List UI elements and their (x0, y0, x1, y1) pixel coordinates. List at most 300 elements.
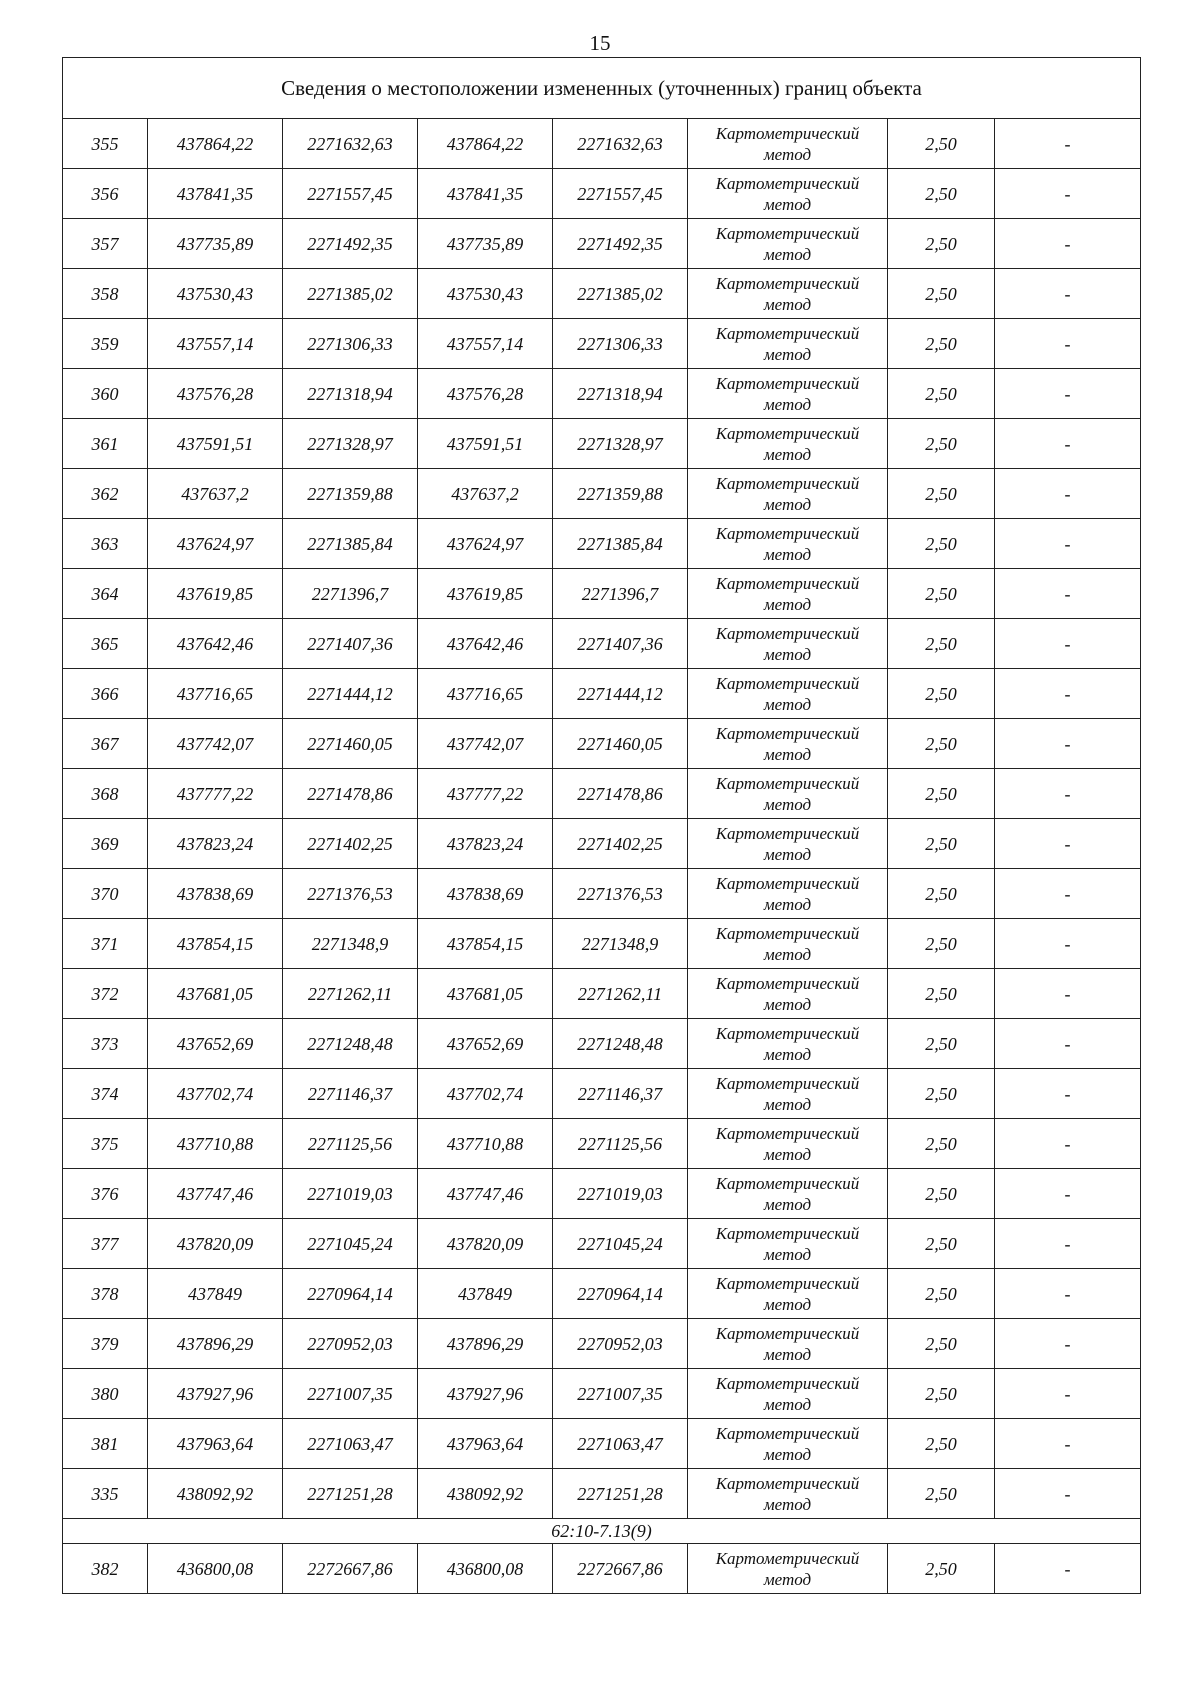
boundary-coordinates-table (62, 57, 1141, 1594)
cell-accuracy: 2,50 (888, 1544, 995, 1594)
cell-point-number: 379 (63, 1319, 148, 1369)
cell-y-after: 2271328,97 (553, 419, 688, 469)
cell-x-before: 437557,14 (148, 319, 283, 369)
cell-description: - (995, 519, 1141, 569)
method-line-2: метод (763, 1569, 812, 1589)
cell-x-before: 437619,85 (148, 569, 283, 619)
cell-x-before: 437530,43 (148, 269, 283, 319)
cell-description: - (995, 1469, 1141, 1519)
method-line-2: метод (763, 994, 812, 1014)
cell-description: - (995, 1169, 1141, 1219)
cell-accuracy: 2,50 (888, 869, 995, 919)
method-line-2: метод (763, 244, 812, 264)
table-body (63, 58, 1141, 1594)
cell-point-number: 335 (63, 1469, 148, 1519)
method-line-1: Картометрический (715, 1423, 860, 1443)
cell-y-before: 2271262,11 (283, 969, 418, 1019)
section-row (63, 1519, 1141, 1544)
cell-description: - (995, 1369, 1141, 1419)
cell-y-before: 2271248,48 (283, 1019, 418, 1069)
cell-x-after: 437652,69 (418, 1019, 553, 1069)
cell-y-before: 2270952,03 (283, 1319, 418, 1369)
cell-accuracy: 2,50 (888, 1069, 995, 1119)
cell-y-before: 2271328,97 (283, 419, 418, 469)
table-row (63, 1119, 1141, 1169)
cell-method (688, 1544, 888, 1594)
table-row (63, 919, 1141, 969)
cell-description: - (995, 469, 1141, 519)
cell-accuracy: 2,50 (888, 1019, 995, 1069)
method-line-2: метод (763, 744, 812, 764)
method-line-2: метод (763, 944, 812, 964)
cell-description: - (995, 569, 1141, 619)
table-title: Сведения о местоположении измененных (уточненных) границ объекта (63, 58, 1141, 119)
cell-y-before: 2271318,94 (283, 369, 418, 419)
cell-y-after: 2271385,02 (553, 269, 688, 319)
cell-description: - (995, 869, 1141, 919)
cell-y-after: 2271402,25 (553, 819, 688, 869)
cell-description: - (995, 619, 1141, 669)
cell-accuracy: 2,50 (888, 819, 995, 869)
table-row (63, 419, 1141, 469)
method-line-2: метод (763, 144, 812, 164)
table-row (63, 819, 1141, 869)
table-row (63, 669, 1141, 719)
cell-x-before: 437742,07 (148, 719, 283, 769)
table-row (63, 769, 1141, 819)
cell-accuracy: 2,50 (888, 719, 995, 769)
method-line-2: метод (763, 544, 812, 564)
method-line-2: метод (763, 1444, 812, 1464)
cell-y-after: 2271262,11 (553, 969, 688, 1019)
cell-point-number: 372 (63, 969, 148, 1019)
cell-accuracy: 2,50 (888, 969, 995, 1019)
cell-point-number: 358 (63, 269, 148, 319)
cell-x-before: 437642,46 (148, 619, 283, 669)
cell-x-after: 437624,97 (418, 519, 553, 569)
cell-accuracy: 2,50 (888, 669, 995, 719)
cell-point-number: 359 (63, 319, 148, 369)
cell-y-before: 2271385,84 (283, 519, 418, 569)
cell-point-number: 360 (63, 369, 148, 419)
method-line-1: Картометрический (715, 1373, 860, 1393)
cell-x-after: 437681,05 (418, 969, 553, 1019)
cell-accuracy: 2,50 (888, 1419, 995, 1469)
method-line-1: Картометрический (715, 373, 860, 393)
method-line-1: Картометрический (715, 1123, 860, 1143)
cell-y-before: 2271407,36 (283, 619, 418, 669)
cell-y-after: 2271376,53 (553, 869, 688, 919)
cell-y-before: 2271359,88 (283, 469, 418, 519)
cell-y-before: 2271045,24 (283, 1219, 418, 1269)
cell-accuracy: 2,50 (888, 769, 995, 819)
table-row (63, 569, 1141, 619)
cell-x-after: 437896,29 (418, 1319, 553, 1369)
cell-y-after: 2271251,28 (553, 1469, 688, 1519)
cell-x-before: 437838,69 (148, 869, 283, 919)
cell-x-before: 437854,15 (148, 919, 283, 969)
cell-method (688, 419, 888, 469)
cell-accuracy: 2,50 (888, 1269, 995, 1319)
cell-description: - (995, 1019, 1141, 1069)
cell-method (688, 369, 888, 419)
method-line-2: метод (763, 494, 812, 514)
cell-accuracy: 2,50 (888, 319, 995, 369)
cell-accuracy: 2,50 (888, 1469, 995, 1519)
cell-method (688, 1469, 888, 1519)
cell-x-before: 437652,69 (148, 1019, 283, 1069)
cell-point-number: 378 (63, 1269, 148, 1319)
cell-description: - (995, 1544, 1141, 1594)
method-line-2: метод (763, 1294, 812, 1314)
cell-x-before: 437747,46 (148, 1169, 283, 1219)
cell-accuracy: 2,50 (888, 369, 995, 419)
cell-y-before: 2271396,7 (283, 569, 418, 619)
cell-y-after: 2271396,7 (553, 569, 688, 619)
method-line-1: Картометрический (715, 423, 860, 443)
method-line-1: Картометрический (715, 873, 860, 893)
section-label: 62:10-7.13(9) (63, 1519, 1141, 1544)
cell-x-after: 437716,65 (418, 669, 553, 719)
cell-x-after: 437927,96 (418, 1369, 553, 1419)
table-row (63, 1019, 1141, 1069)
cell-x-after: 437823,24 (418, 819, 553, 869)
cell-accuracy: 2,50 (888, 119, 995, 169)
method-line-1: Картометрический (715, 1273, 860, 1293)
cell-method (688, 319, 888, 369)
cell-x-before: 437849 (148, 1269, 283, 1319)
cell-description: - (995, 419, 1141, 469)
cell-method (688, 1219, 888, 1269)
cell-accuracy: 2,50 (888, 569, 995, 619)
cell-y-before: 2271444,12 (283, 669, 418, 719)
cell-accuracy: 2,50 (888, 1219, 995, 1269)
cell-point-number: 377 (63, 1219, 148, 1269)
cell-accuracy: 2,50 (888, 419, 995, 469)
cell-description: - (995, 819, 1141, 869)
cell-method (688, 869, 888, 919)
cell-point-number: 380 (63, 1369, 148, 1419)
method-line-2: метод (763, 844, 812, 864)
cell-y-after: 2271348,9 (553, 919, 688, 969)
cell-description: - (995, 1419, 1141, 1469)
cell-point-number: 364 (63, 569, 148, 619)
cell-method (688, 719, 888, 769)
cell-y-after: 2271063,47 (553, 1419, 688, 1469)
cell-x-after: 437702,74 (418, 1069, 553, 1119)
cell-x-after: 437963,64 (418, 1419, 553, 1469)
cell-x-before: 437864,22 (148, 119, 283, 169)
cell-y-before: 2271385,02 (283, 269, 418, 319)
cell-x-after: 437530,43 (418, 269, 553, 319)
method-line-1: Картометрический (715, 1548, 860, 1568)
cell-y-before: 2271478,86 (283, 769, 418, 819)
method-line-2: метод (763, 394, 812, 414)
cell-method (688, 669, 888, 719)
cell-method (688, 269, 888, 319)
method-line-1: Картометрический (715, 623, 860, 643)
cell-x-after: 437820,09 (418, 1219, 553, 1269)
cell-point-number: 368 (63, 769, 148, 819)
cell-description: - (995, 169, 1141, 219)
cell-accuracy: 2,50 (888, 169, 995, 219)
cell-method (688, 169, 888, 219)
cell-y-before: 2271019,03 (283, 1169, 418, 1219)
method-line-1: Картометрический (715, 823, 860, 843)
cell-x-before: 437576,28 (148, 369, 283, 419)
cell-point-number: 356 (63, 169, 148, 219)
method-line-2: метод (763, 1144, 812, 1164)
cell-y-after: 2272667,86 (553, 1544, 688, 1594)
cell-x-after: 437864,22 (418, 119, 553, 169)
method-line-1: Картометрический (715, 923, 860, 943)
cell-x-before: 437735,89 (148, 219, 283, 269)
cell-description: - (995, 369, 1141, 419)
cell-y-after: 2271385,84 (553, 519, 688, 569)
cell-accuracy: 2,50 (888, 1369, 995, 1419)
method-line-2: метод (763, 1394, 812, 1414)
cell-accuracy: 2,50 (888, 219, 995, 269)
cell-y-before: 2271348,9 (283, 919, 418, 969)
method-line-2: метод (763, 594, 812, 614)
cell-y-before: 2272667,86 (283, 1544, 418, 1594)
cell-method (688, 1419, 888, 1469)
cell-x-before: 437841,35 (148, 169, 283, 219)
cell-method (688, 769, 888, 819)
cell-method (688, 569, 888, 619)
cell-point-number: 361 (63, 419, 148, 469)
cell-y-after: 2271359,88 (553, 469, 688, 519)
method-line-2: метод (763, 344, 812, 364)
method-line-1: Картометрический (715, 223, 860, 243)
method-line-2: метод (763, 894, 812, 914)
method-line-1: Картометрический (715, 1473, 860, 1493)
cell-y-after: 2271306,33 (553, 319, 688, 369)
cell-description: - (995, 269, 1141, 319)
cell-method (688, 1069, 888, 1119)
cell-y-before: 2271402,25 (283, 819, 418, 869)
cell-method (688, 1169, 888, 1219)
cell-y-after: 2270964,14 (553, 1269, 688, 1319)
cell-x-before: 437823,24 (148, 819, 283, 869)
cell-accuracy: 2,50 (888, 269, 995, 319)
cell-x-before: 436800,08 (148, 1544, 283, 1594)
cell-description: - (995, 919, 1141, 969)
table-row (63, 1219, 1141, 1269)
method-line-1: Картометрический (715, 523, 860, 543)
cell-point-number: 367 (63, 719, 148, 769)
cell-description: - (995, 769, 1141, 819)
table-row (63, 1319, 1141, 1369)
cell-x-after: 437637,2 (418, 469, 553, 519)
cell-y-before: 2270964,14 (283, 1269, 418, 1319)
cell-y-after: 2271045,24 (553, 1219, 688, 1269)
method-line-2: метод (763, 1494, 812, 1514)
cell-y-before: 2271063,47 (283, 1419, 418, 1469)
cell-x-after: 437747,46 (418, 1169, 553, 1219)
cell-y-after: 2271444,12 (553, 669, 688, 719)
cell-point-number: 370 (63, 869, 148, 919)
cell-point-number: 365 (63, 619, 148, 669)
cell-method (688, 1019, 888, 1069)
cell-description: - (995, 1119, 1141, 1169)
cell-x-before: 437927,96 (148, 1369, 283, 1419)
cell-method (688, 919, 888, 969)
table-row (63, 269, 1141, 319)
cell-description: - (995, 319, 1141, 369)
table-row (63, 1419, 1141, 1469)
cell-x-before: 437896,29 (148, 1319, 283, 1369)
cell-accuracy: 2,50 (888, 1169, 995, 1219)
cell-y-after: 2271407,36 (553, 619, 688, 669)
cell-y-after: 2271557,45 (553, 169, 688, 219)
cell-y-before: 2271306,33 (283, 319, 418, 369)
cell-x-after: 436800,08 (418, 1544, 553, 1594)
cell-description: - (995, 669, 1141, 719)
cell-method (688, 469, 888, 519)
method-line-1: Картометрический (715, 1323, 860, 1343)
method-line-1: Картометрический (715, 573, 860, 593)
cell-x-after: 437849 (418, 1269, 553, 1319)
table-row (63, 969, 1141, 1019)
cell-y-after: 2271019,03 (553, 1169, 688, 1219)
cell-x-after: 437576,28 (418, 369, 553, 419)
cell-point-number: 371 (63, 919, 148, 969)
table-row (63, 319, 1141, 369)
cell-point-number: 375 (63, 1119, 148, 1169)
cell-x-before: 437624,97 (148, 519, 283, 569)
cell-description: - (995, 219, 1141, 269)
cell-x-after: 437838,69 (418, 869, 553, 919)
method-line-1: Картометрический (715, 273, 860, 293)
cell-y-before: 2271146,37 (283, 1069, 418, 1119)
method-line-1: Картометрический (715, 673, 860, 693)
cell-description: - (995, 119, 1141, 169)
table-row (63, 1169, 1141, 1219)
cell-x-before: 437820,09 (148, 1219, 283, 1269)
cell-x-before: 437777,22 (148, 769, 283, 819)
cell-x-after: 437841,35 (418, 169, 553, 219)
cell-y-after: 2271125,56 (553, 1119, 688, 1169)
table-row (63, 169, 1141, 219)
cell-point-number: 374 (63, 1069, 148, 1119)
cell-x-before: 437963,64 (148, 1419, 283, 1469)
cell-accuracy: 2,50 (888, 1119, 995, 1169)
method-line-1: Картометрический (715, 973, 860, 993)
cell-y-before: 2271632,63 (283, 119, 418, 169)
method-line-1: Картометрический (715, 1173, 860, 1193)
cell-x-after: 437710,88 (418, 1119, 553, 1169)
cell-y-before: 2271492,35 (283, 219, 418, 269)
method-line-2: метод (763, 644, 812, 664)
table-row (63, 1369, 1141, 1419)
cell-y-after: 2271248,48 (553, 1019, 688, 1069)
cell-y-after: 2271318,94 (553, 369, 688, 419)
cell-method (688, 1269, 888, 1319)
cell-description: - (995, 1319, 1141, 1369)
cell-method (688, 619, 888, 669)
method-line-2: метод (763, 444, 812, 464)
method-line-2: метод (763, 1044, 812, 1064)
method-line-1: Картометрический (715, 323, 860, 343)
cell-method (688, 1119, 888, 1169)
table-row (63, 519, 1141, 569)
method-line-1: Картометрический (715, 773, 860, 793)
table-row (63, 1544, 1141, 1594)
cell-x-after: 437642,46 (418, 619, 553, 669)
cell-y-after: 2271007,35 (553, 1369, 688, 1419)
cell-x-after: 438092,92 (418, 1469, 553, 1519)
table-row (63, 1469, 1141, 1519)
method-line-2: метод (763, 1344, 812, 1364)
cell-description: - (995, 719, 1141, 769)
cell-y-before: 2271460,05 (283, 719, 418, 769)
cell-x-after: 437777,22 (418, 769, 553, 819)
cell-point-number: 357 (63, 219, 148, 269)
cell-x-before: 437637,2 (148, 469, 283, 519)
cell-method (688, 969, 888, 1019)
cell-point-number: 373 (63, 1019, 148, 1069)
cell-point-number: 363 (63, 519, 148, 569)
cell-y-after: 2271632,63 (553, 119, 688, 169)
cell-x-after: 437735,89 (418, 219, 553, 269)
method-line-2: метод (763, 694, 812, 714)
cell-y-before: 2271376,53 (283, 869, 418, 919)
cell-x-after: 437591,51 (418, 419, 553, 469)
cell-y-after: 2271460,05 (553, 719, 688, 769)
method-line-1: Картометрический (715, 1073, 860, 1093)
table-title-row (63, 58, 1141, 119)
cell-y-before: 2271557,45 (283, 169, 418, 219)
cell-method (688, 219, 888, 269)
cell-x-before: 437710,88 (148, 1119, 283, 1169)
cell-x-before: 437681,05 (148, 969, 283, 1019)
table-row (63, 719, 1141, 769)
cell-method (688, 1369, 888, 1419)
cell-y-after: 2270952,03 (553, 1319, 688, 1369)
cell-accuracy: 2,50 (888, 619, 995, 669)
table-row (63, 619, 1141, 669)
cell-method (688, 119, 888, 169)
cell-point-number: 366 (63, 669, 148, 719)
page-number: 15 (589, 31, 611, 55)
cell-y-after: 2271478,86 (553, 769, 688, 819)
table-row (63, 1269, 1141, 1319)
table-row (63, 1069, 1141, 1119)
method-line-2: метод (763, 794, 812, 814)
cell-x-before: 437716,65 (148, 669, 283, 719)
table-row (63, 119, 1141, 169)
cell-y-after: 2271146,37 (553, 1069, 688, 1119)
table-row (63, 869, 1141, 919)
cell-method (688, 819, 888, 869)
method-line-1: Картометрический (715, 123, 860, 143)
cell-point-number: 355 (63, 119, 148, 169)
method-line-2: метод (763, 194, 812, 214)
table-row (63, 219, 1141, 269)
cell-accuracy: 2,50 (888, 519, 995, 569)
cell-description: - (995, 1069, 1141, 1119)
cell-description: - (995, 969, 1141, 1019)
table-row (63, 469, 1141, 519)
cell-x-after: 437854,15 (418, 919, 553, 969)
table-row (63, 369, 1141, 419)
cell-method (688, 519, 888, 569)
cell-point-number: 376 (63, 1169, 148, 1219)
cell-x-before: 438092,92 (148, 1469, 283, 1519)
cell-x-after: 437619,85 (418, 569, 553, 619)
cell-x-after: 437742,07 (418, 719, 553, 769)
